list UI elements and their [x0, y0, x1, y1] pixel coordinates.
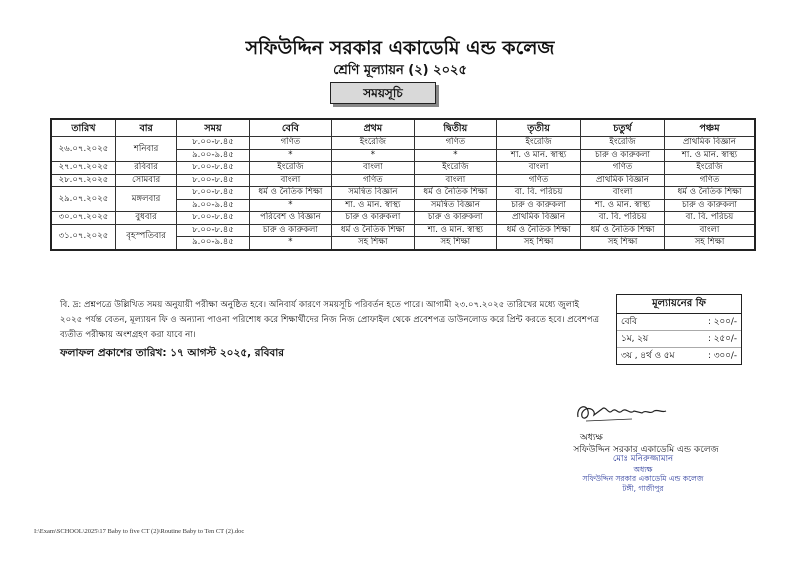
column-header: তারিখ [51, 119, 115, 137]
subject-cell: ইংরেজি [581, 137, 665, 150]
fee-class-label: ১ম, ২য় [621, 334, 649, 344]
time-cell: ৮.০০-৮.৪৫ [177, 212, 249, 225]
subject-cell: গণিত [414, 137, 496, 150]
subject-cell: গণিত [497, 174, 581, 187]
signature-image [572, 399, 670, 425]
subject-cell: সহ শিক্ষা [665, 237, 756, 250]
file-path: I:\Exam\SCHOOL\2025\17 Baby to five CT (2)\Routine Baby to Ten CT (2).doc [34, 528, 245, 535]
result-date: ফলাফল প্রকাশের তারিখ: ১৭ আগস্ট ২০২৫, রবিবার [60, 347, 285, 359]
fee-row [617, 347, 741, 364]
subject-cell: ধর্ম ও নৈতিক শিক্ষা [249, 187, 331, 200]
subject-cell: বা. বি. পরিচয় [497, 187, 581, 200]
column-header: চতুর্থ [581, 119, 665, 137]
time-cell: ৯.০০-৯.৪৫ [177, 149, 249, 162]
table-header-row [51, 119, 755, 137]
subject-cell: * [249, 149, 331, 162]
column-header: বেবি [249, 119, 331, 137]
fee-amount: : ২০০/- [707, 317, 737, 327]
college-signature-line: সফিউদ্দিন সরকার একাডেমি এন্ড কলেজ [573, 445, 719, 455]
subject-cell: চারু ও কারুকলা [332, 212, 414, 225]
day-cell: সোমবার [115, 174, 176, 187]
subject-cell: সহ শিক্ষা [497, 237, 581, 250]
time-cell: ৮.০০-৮.৪৫ [177, 137, 249, 150]
date-cell: ৩০.০৭.২০২৫ [51, 212, 115, 225]
subject-cell: সমন্বিত বিজ্ঞান [414, 199, 496, 212]
day-cell: শনিবার [115, 137, 176, 162]
table-row [51, 137, 755, 150]
subject-cell: * [249, 237, 331, 250]
fee-box [616, 294, 742, 365]
day-cell: রবিবার [115, 162, 176, 175]
subject-cell: প্রাথমিক বিজ্ঞান [497, 212, 581, 225]
time-cell: ৮.০০-৮.৪৫ [177, 174, 249, 187]
subject-cell: চারু ও কারুকলা [497, 199, 581, 212]
subject-cell: ধর্ম ও নৈতিক শিক্ষা [414, 187, 496, 200]
subject-cell: গণিত [581, 162, 665, 175]
column-header: পঞ্চম [665, 119, 756, 137]
time-cell: ৮.০০-৮.৪৫ [177, 187, 249, 200]
subject-cell: বা. বি. পরিচয় [581, 212, 665, 225]
subject-cell: পরিবেশ ও বিজ্ঞান [249, 212, 331, 225]
stamp-place: টঙ্গী, গাজীপুর [622, 483, 664, 493]
subject-cell: শা. ও মান. স্বাস্থ্য [665, 149, 756, 162]
subject-cell: শা. ও মান. স্বাস্থ্য [414, 224, 496, 237]
subject-cell: বাংলা [497, 162, 581, 175]
fee-amount: : ৩০০/- [707, 351, 737, 361]
routine-table [50, 118, 756, 251]
subject-cell: বাংলা [581, 187, 665, 200]
day-cell: বৃহস্পতিবার [115, 224, 176, 250]
exam-subtitle: শ্রেণি মূল্যায়ন (২) ২০২৫ [333, 63, 467, 78]
column-header: বার [115, 119, 176, 137]
subject-cell: চারু ও কারুকলা [581, 149, 665, 162]
column-header: দ্বিতীয় [414, 119, 496, 137]
time-cell: ৮.০০-৮.৪৫ [177, 224, 249, 237]
principal-stamp [548, 455, 738, 493]
subject-cell: বাংলা [665, 224, 756, 237]
date-cell: ২৯.০৭.২০২৫ [51, 187, 115, 212]
subject-cell: গণিত [249, 137, 331, 150]
subject-cell: সহ শিক্ষা [414, 237, 496, 250]
column-header: সময় [177, 119, 249, 137]
time-cell: ৯.০০-৯.৪৫ [177, 199, 249, 212]
subject-cell: ইংরেজি [332, 137, 414, 150]
time-cell: ৯.০০-৯.৪৫ [177, 237, 249, 250]
column-header: প্রথম [332, 119, 414, 137]
schedule-label-box: সময়সূচি [330, 82, 436, 104]
subject-cell: শা. ও মান. স্বাস্থ্য [332, 199, 414, 212]
subject-cell: সহ শিক্ষা [332, 237, 414, 250]
subject-cell: ইংরেজি [249, 162, 331, 175]
subject-cell: বা. বি. পরিচয় [665, 212, 756, 225]
table-row [51, 174, 755, 187]
date-cell: ২৮.০৭.২০২৫ [51, 174, 115, 187]
table-row [51, 224, 755, 237]
date-cell: ২৭.০৭.২০২৫ [51, 162, 115, 175]
subject-cell: ধর্ম ও নৈতিক শিক্ষা [497, 224, 581, 237]
fee-class-label: বেবি [621, 317, 637, 327]
subject-cell: ইংরেজি [414, 162, 496, 175]
fee-title: মূল্যায়নের ফি [617, 295, 741, 314]
subject-cell: ধর্ম ও নৈতিক শিক্ষা [581, 224, 665, 237]
subject-cell: ইংরেজি [497, 137, 581, 150]
subject-cell: সহ শিক্ষা [581, 237, 665, 250]
fee-amount: : ২৫০/- [707, 334, 737, 344]
table-row [51, 212, 755, 225]
fee-row [617, 314, 741, 330]
subject-cell: বাংলা [414, 174, 496, 187]
subject-cell: সমন্বিত বিজ্ঞান [332, 187, 414, 200]
subject-cell: গণিত [665, 174, 756, 187]
subject-cell: বাংলা [332, 162, 414, 175]
page-title: সফিউদ্দিন সরকার একাডেমি এন্ড কলেজ [245, 37, 555, 59]
fee-row [617, 330, 741, 347]
stamp-title: অধ্যক্ষ [633, 464, 653, 474]
subject-cell: * [249, 199, 331, 212]
subject-cell: ধর্ম ও নৈতিক শিক্ষা [332, 224, 414, 237]
subject-cell: প্রাথমিক বিজ্ঞান [581, 174, 665, 187]
subject-cell: চারু ও কারুকলা [249, 224, 331, 237]
subject-cell: ধর্ম ও নৈতিক শিক্ষা [665, 187, 756, 200]
subject-cell: বাংলা [249, 174, 331, 187]
stamp-college: সফিউদ্দিন সরকার একাডেমি এন্ড কলেজ [582, 474, 704, 483]
subject-cell: চারু ও কারুকলা [665, 199, 756, 212]
time-cell: ৮.০০-৮.৪৫ [177, 162, 249, 175]
subject-cell: গণিত [332, 174, 414, 187]
subject-cell: শা. ও মান. স্বাস্থ্য [497, 149, 581, 162]
subject-cell: * [332, 149, 414, 162]
subject-cell: * [414, 149, 496, 162]
subject-cell: প্রাথমিক বিজ্ঞান [665, 137, 756, 150]
date-cell: ৩১.০৭.২০২৫ [51, 224, 115, 250]
day-cell: মঙ্গলবার [115, 187, 176, 212]
date-cell: ২৬.০৭.২০২৫ [51, 137, 115, 162]
fee-class-label: ৩য় , ৪র্থ ও ৫ম [621, 351, 675, 361]
table-row [51, 162, 755, 175]
notice-text: বি. দ্র: প্রশ্নপত্রে উল্লিখিত সময় অনুযায়ী পরীক্ষা অনুষ্ঠিত হবে। অনিবার্য কারণে সময়সূচি পরিবর্তন হতে পারে। আগামী ২৩.০৭.২০২৫ তারিখের মধ্যে জুলাই ২০২৫ পর্যন্ত বেতন, মূল্যায়ন ফি ও অন্যান্য পাওনা পরিশোধ করে শিক্ষার্থীদের নিজ নিজ প্রোফাইল থেকে প্রবেশপত্র ডাউনলোড করে প্রিন্ট করতে হবে। প্রবেশপত্র ব্যতীত পরীক্ষায় অংশগ্রহণ করা যাবে না। [60, 300, 600, 340]
table-row [51, 187, 755, 200]
day-cell: বুধবার [115, 212, 176, 225]
column-header: তৃতীয় [497, 119, 581, 137]
subject-cell: চারু ও কারুকলা [414, 212, 496, 225]
subject-cell: ইংরেজি [665, 162, 756, 175]
stamp-name: মোঃ মনিরুজ্জামান [612, 454, 674, 464]
subject-cell: শা. ও মান. স্বাস্থ্য [581, 199, 665, 212]
principal-label: অধ্যক্ষ [580, 433, 603, 443]
